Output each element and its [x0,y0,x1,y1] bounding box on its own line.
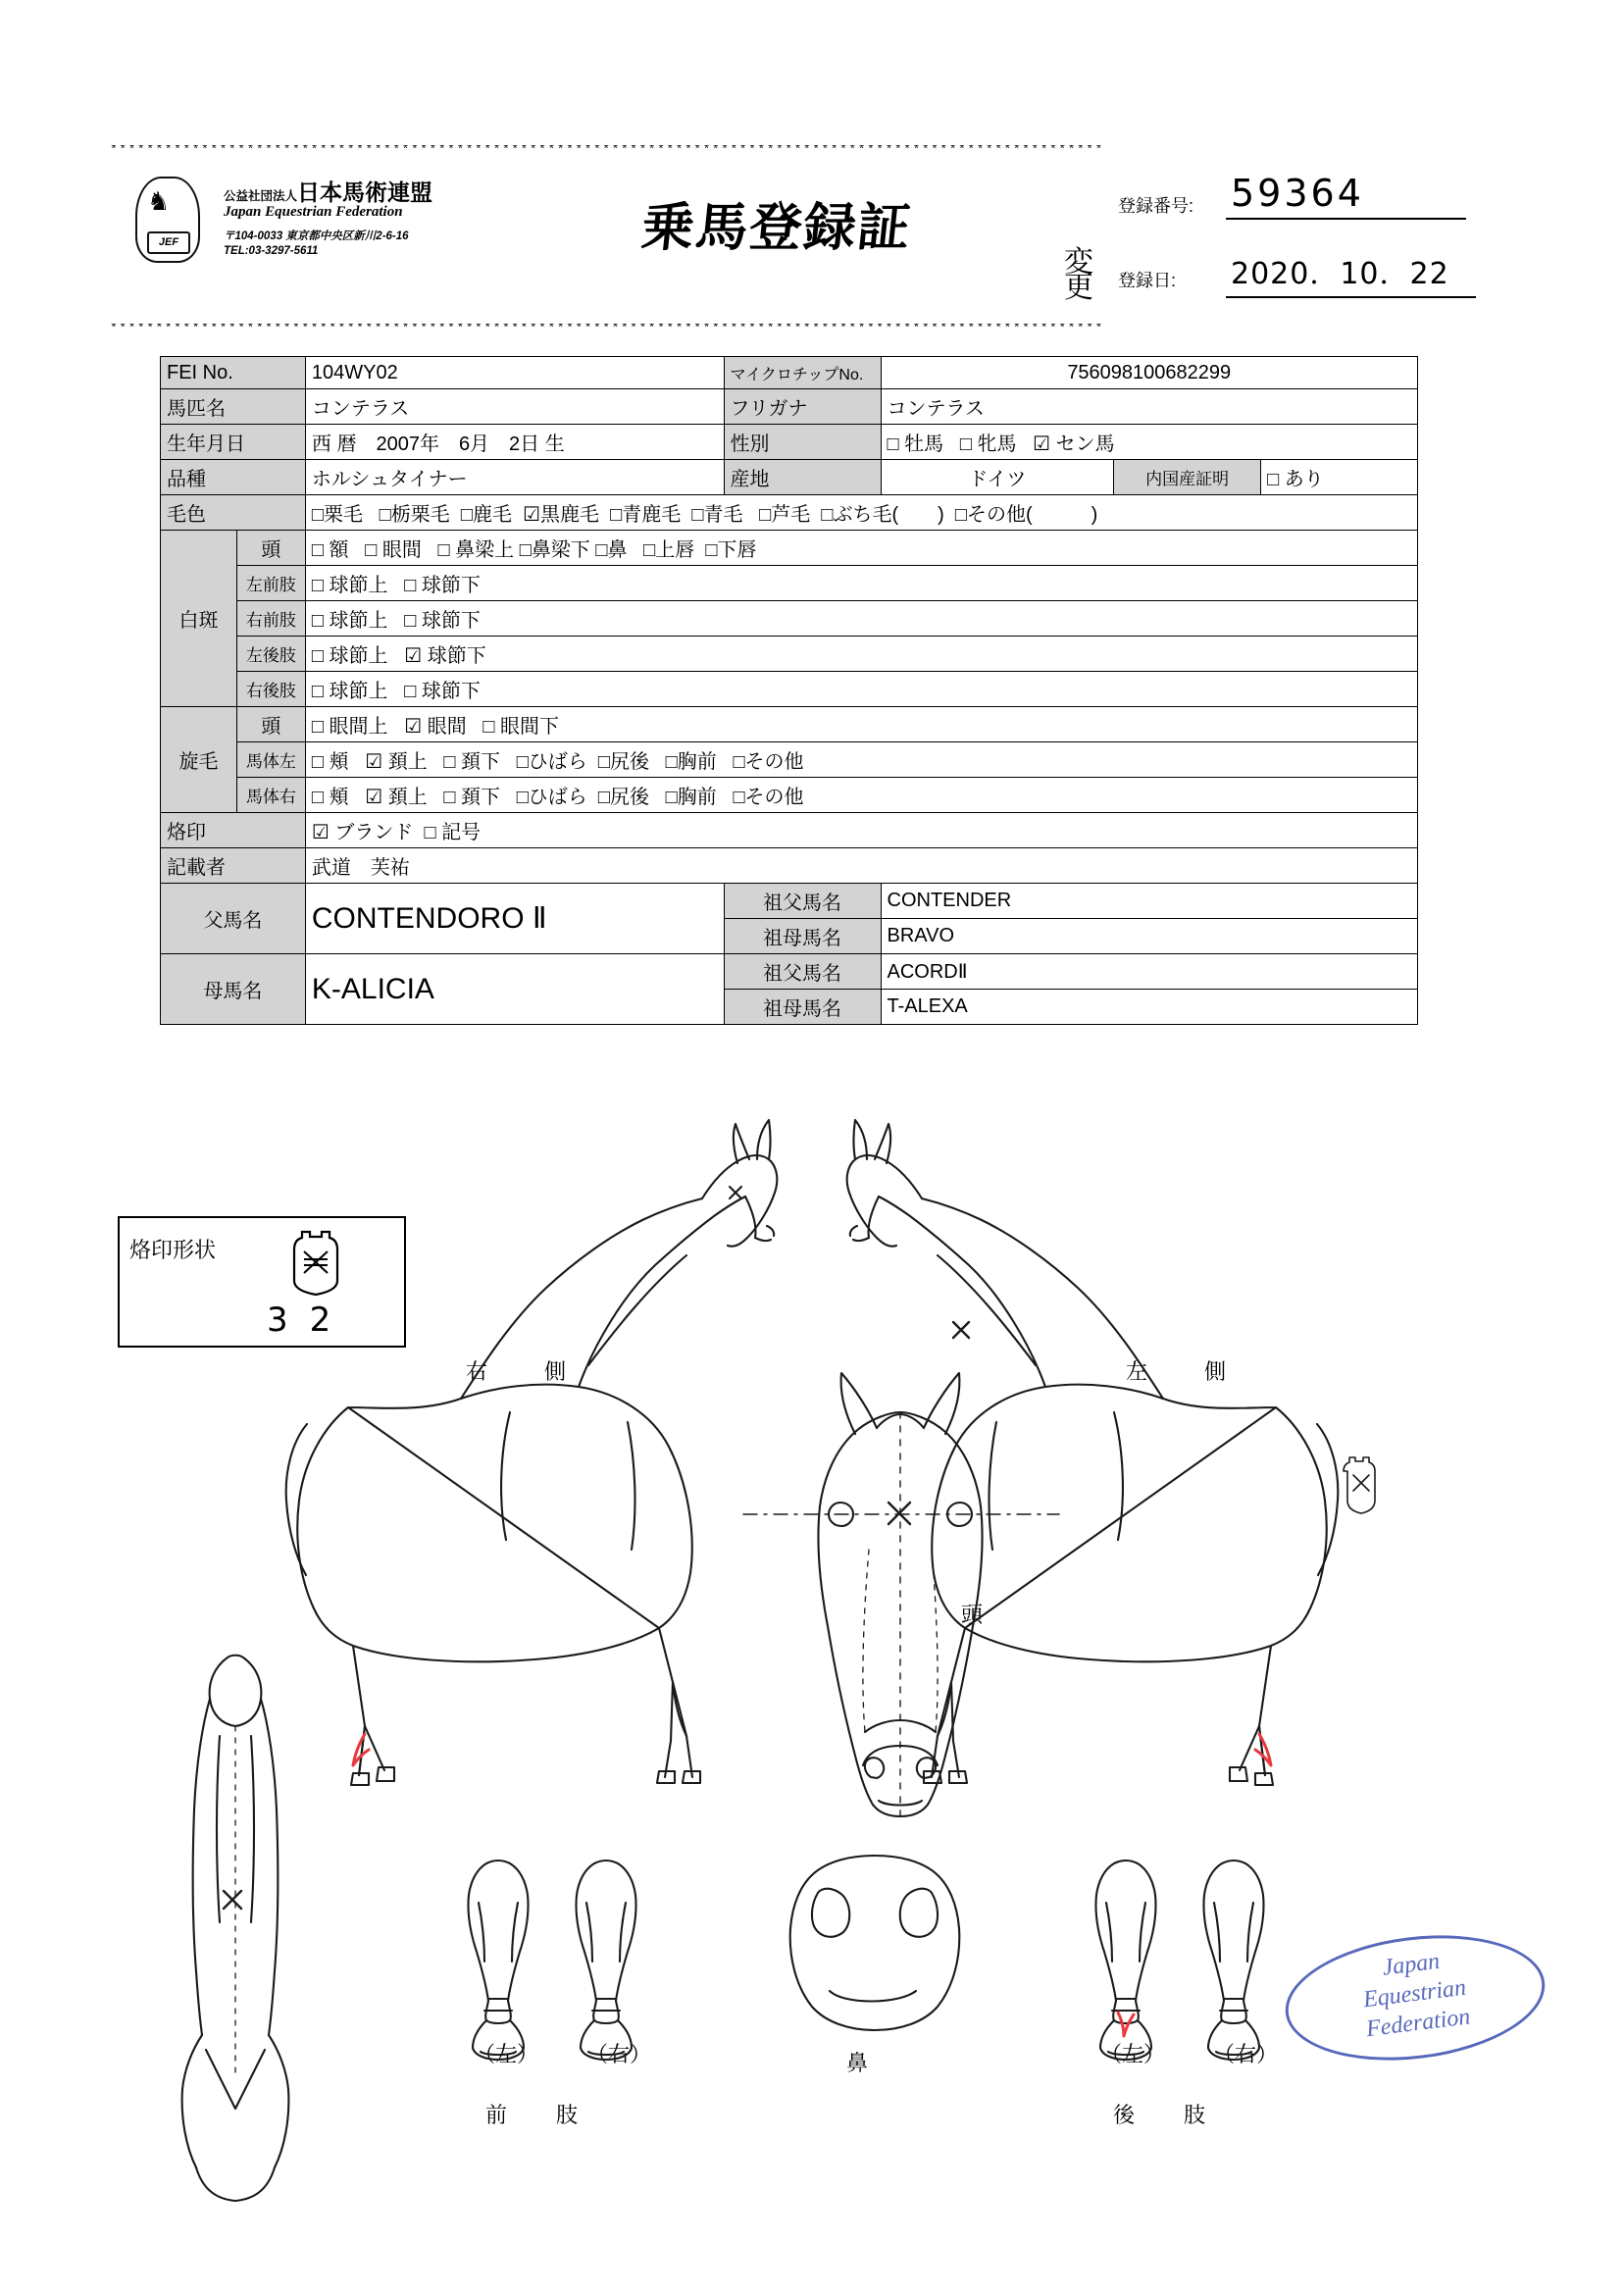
marking-rh-0[interactable]: □ 球節上 [311,681,388,702]
whorl-right-4[interactable]: □尻後 [597,787,649,808]
brand-mark-on-horse [1344,1457,1375,1513]
marking-row-label-head: 頭 [236,531,305,566]
table-row-coat [161,495,1418,531]
table-row-whorl-head [161,707,1418,742]
whorl-left-6[interactable]: □その他 [733,751,804,773]
front-right-label: （右） [586,2042,652,2066]
kana-label: フリガナ [724,389,881,425]
domestic-cert-option[interactable]: □ あり [1261,460,1418,495]
whorl-head-1[interactable]: ☑ 眼間 [404,716,467,738]
coat-option-3[interactable]: ☑黒鹿毛 [523,504,600,526]
whorl-left-0[interactable]: □ 頬 [311,751,349,773]
marking-rf-0[interactable]: □ 球節上 [311,610,388,632]
marking-rf-1[interactable]: □ 球節下 [404,610,481,632]
dotted-rule-top: ************************************************************************************************************* [110,145,1104,155]
origin-value: ドイツ [881,460,1114,495]
marking-row-label-rf: 右前肢 [236,601,305,637]
writer-label: 記載者 [161,848,306,884]
brand-shape-icon [286,1230,345,1297]
breed-label: 品種 [161,460,306,495]
registration-number-underline [1226,218,1466,220]
sex-option-gelding[interactable]: ☑ セン馬 [1033,433,1115,455]
whorl-options-left [305,742,1417,778]
marking-red-right-side [353,1734,369,1765]
marking-lh-0[interactable]: □ 球節上 [311,645,388,667]
dam-label: 母馬名 [161,954,306,1025]
organization-address: 〒104-0033 東京都中央区新川2-6-16 [224,230,409,242]
table-row-name [161,389,1418,425]
whorl-options-right [305,778,1417,813]
whorl-right-0[interactable]: □ 頬 [311,787,349,808]
hind-limbs-figure [1095,1861,1263,2060]
sex-option-colt[interactable]: □ 牡馬 [887,433,944,455]
brand-option-symbol[interactable]: □ 記号 [424,822,482,843]
whorl-row-label-head: 頭 [236,707,305,742]
marking-red-hind-left [1118,2013,1134,2036]
marking-head-4[interactable]: □鼻 [595,539,628,561]
sex-option-filly[interactable]: □ 牝馬 [959,433,1017,455]
whorl-left-5[interactable]: □胸前 [665,751,717,773]
coat-color-options [305,495,1417,531]
markings-label: 白斑 [161,531,237,707]
brand-number: 32 [267,1300,353,1340]
table-row-marking-lh [161,637,1418,672]
table-row-brand [161,813,1418,848]
table-row-marking-head [161,531,1418,566]
whorl-left-3[interactable]: □ひばら [516,751,587,773]
whorl-head-2[interactable]: □ 眼間下 [482,716,560,738]
stamp-line-2: Equestrian [1361,1974,1468,2014]
horse-name-value: コンテラス [305,389,724,425]
marking-options-rf [305,601,1417,637]
organization-name-main: 日本馬術連盟 [297,179,433,205]
sire-granddam-label: 祖母馬名 [724,919,881,954]
marking-head-1[interactable]: □ 眼間 [365,539,422,561]
marking-head-3[interactable]: □鼻梁下 [519,539,590,561]
sex-label: 性別 [724,425,881,460]
registration-number-label: 登録番号: [1118,196,1194,216]
dam-grandsire-label: 祖父馬名 [724,954,881,990]
kana-value: コンテラス [881,389,1418,425]
whorl-right-2[interactable]: □ 頚下 [443,787,501,808]
birthdate-value: 西 暦 2007年 6月 2日 生 [305,425,724,460]
horse-name-label: 馬匹名 [161,389,306,425]
fei-label: FEI No. [161,357,306,389]
dotted-rule-bottom: ************************************************************************************************************* [110,324,1104,333]
table-row-writer [161,848,1418,884]
table-row-marking-rh [161,672,1418,707]
hind-right-label: （右） [1213,2042,1279,2066]
marking-head-6[interactable]: □下唇 [705,539,757,561]
brand-option-brand[interactable]: ☑ ブランド [311,822,414,843]
horse-left-side-figure [847,1120,1339,1785]
fei-value: 104WY02 [305,357,724,389]
head-label: 頭 [961,1603,984,1627]
sire-label: 父馬名 [161,884,306,954]
stamp-line-1: Japan [1381,1948,1442,1981]
sex-options [881,425,1418,460]
horse-details-table [160,356,1418,1025]
organization-name-jp [224,175,432,207]
whorl-right-6[interactable]: □その他 [733,787,804,808]
table-row-whorl-right [161,778,1418,813]
sire-grandsire-value: CONTENDER [881,884,1418,919]
coat-option-7[interactable]: □ぶち毛( ) [821,504,944,526]
whorl-right-5[interactable]: □胸前 [665,787,717,808]
front-limb-label: 前 肢 [485,2103,592,2127]
marking-row-label-lf: 左前肢 [236,566,305,601]
coat-option-4[interactable]: □青鹿毛 [610,504,682,526]
marking-red-left-side [1255,1734,1271,1765]
organization-prefix: 公益社団法人 [224,189,298,203]
marking-options-lh [305,637,1417,672]
table-row-sire-gsire [161,884,1418,919]
dam-value: K-ALICIA [305,954,724,1025]
coat-option-6[interactable]: □芦毛 [759,504,811,526]
coat-option-1[interactable]: □栃栗毛 [379,504,450,526]
marking-options-rh [305,672,1417,707]
microchip-value: 756098100682299 [881,357,1418,389]
jef-logo [127,175,211,268]
registration-date-label: 登録日: [1118,271,1177,290]
marking-head-2[interactable]: □ 鼻梁上 [437,539,515,561]
whorl-right-3[interactable]: □ひばら [516,787,587,808]
hind-left-label: （左） [1100,2042,1166,2066]
brand-options [305,813,1417,848]
marking-lh-1[interactable]: ☑ 球節下 [404,645,486,667]
whorl-head-0[interactable]: □ 眼間上 [311,716,388,738]
sire-value: CONTENDORO Ⅱ [305,884,724,954]
stamp-line-3: Federation [1364,2004,1472,2043]
marking-row-label-rh: 右後肢 [236,672,305,707]
nose-label: 鼻 [846,2051,869,2075]
table-row-whorl-left [161,742,1418,778]
birthdate-label: 生年月日 [161,425,306,460]
federation-stamp [1278,1921,1551,2073]
coat-option-8[interactable]: □その他( ) [954,504,1098,526]
registration-number-value: 59364 [1231,172,1364,215]
horse-head-front-figure [743,1373,1059,1816]
breed-value: ホルシュタイナー [305,460,724,495]
coat-color-label: 毛色 [161,495,306,531]
front-left-label: （左） [474,2042,539,2066]
organization-name-en: Japan Equestrian Federation [224,204,403,220]
table-row-birth [161,425,1418,460]
whorl-right-1[interactable]: ☑ 頚上 [365,787,428,808]
domestic-cert-label: 内国産証明 [1114,460,1261,495]
hind-limb-label: 後 肢 [1113,2103,1220,2127]
table-row-fei [161,357,1418,389]
right-side-label: 右 側 [466,1359,584,1384]
marking-options-lf [305,566,1417,601]
dam-granddam-label: 祖母馬名 [724,990,881,1025]
whorl-left-2[interactable]: □ 頚下 [443,751,501,773]
change-stamp: 変更 [1064,245,1093,305]
table-row-marking-lf [161,566,1418,601]
registration-date-value: 2020．10．22 [1231,257,1449,291]
writer-value: 武道 芙祐 [305,848,1417,884]
horse-neck-back-figure [182,1656,289,2201]
coat-option-0[interactable]: □栗毛 [311,504,363,526]
brand-shape-box [118,1216,406,1348]
marking-options-head [305,531,1417,566]
marking-head-0[interactable]: □ 額 [311,539,349,561]
registration-date-underline [1226,296,1476,298]
marking-rh-1[interactable]: □ 球節下 [404,681,481,702]
whorl-row-label-left: 馬体左 [236,742,305,778]
marking-row-label-lh: 左後肢 [236,637,305,672]
muzzle-figure [790,1856,960,2030]
brand-shape-label: 烙印形状 [129,1238,217,1262]
left-side-label: 左 側 [1126,1359,1244,1384]
jef-logo-text: JEF [147,231,190,254]
whorl-label: 旋毛 [161,707,237,813]
brand-label: 烙印 [161,813,306,848]
table-row-dam-gsire [161,954,1418,990]
sire-granddam-value: BRAVO [881,919,1418,954]
table-row-marking-rf [161,601,1418,637]
marking-lf-1[interactable]: □ 球節下 [404,575,481,596]
whorl-left-1[interactable]: ☑ 頚上 [365,751,428,773]
whorl-mark-left-head [953,1322,969,1338]
document-title: 乗馬登録証 [638,198,915,258]
whorl-left-4[interactable]: □尻後 [597,751,649,773]
whorl-options-head [305,707,1417,742]
dam-granddam-value: T-ALEXA [881,990,1418,1025]
dam-grandsire-value: ACORDⅡ [881,954,1418,990]
microchip-label: マイクロチップNo. [724,357,881,389]
marking-lf-0[interactable]: □ 球節上 [311,575,388,596]
origin-label: 産地 [724,460,881,495]
front-limbs-figure [468,1861,635,2060]
sire-grandsire-label: 祖父馬名 [724,884,881,919]
marking-head-5[interactable]: □上唇 [643,539,695,561]
whorl-row-label-right: 馬体右 [236,778,305,813]
coat-option-2[interactable]: □鹿毛 [460,504,512,526]
coat-option-5[interactable]: □青毛 [691,504,743,526]
organization-telephone: TEL:03-3297-5611 [224,245,319,257]
horse-icon: ♞ [147,186,171,216]
table-row-breed [161,460,1418,495]
